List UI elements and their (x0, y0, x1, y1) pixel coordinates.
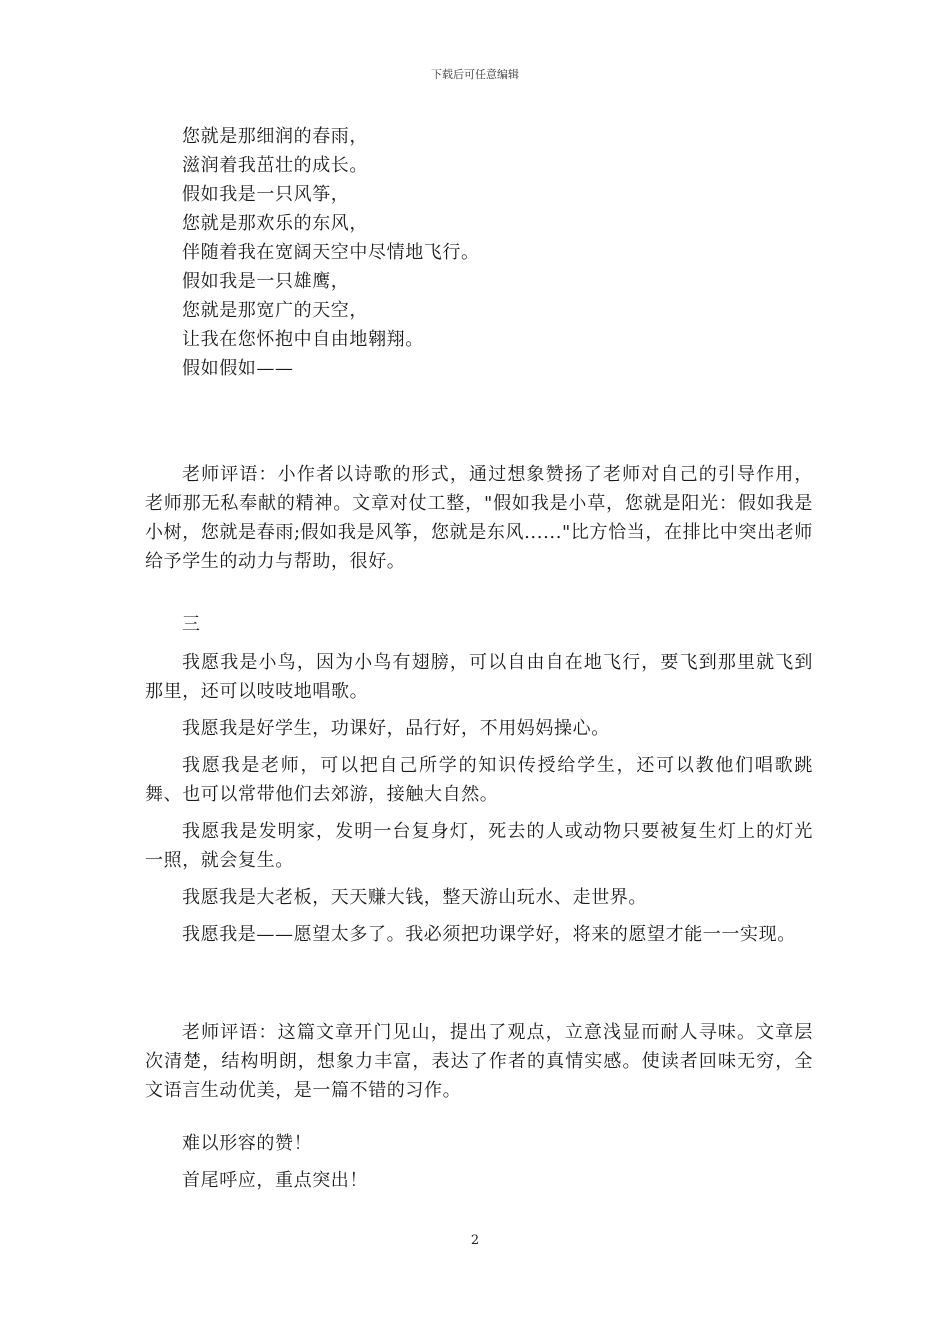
poem-line: 您就是那欢乐的东风， (182, 213, 368, 234)
poem-line: 您就是那宽广的天空， (182, 300, 368, 321)
essay-paragraph: 我愿我是小鸟，因为小鸟有翅膀，可以自由自在地飞行，要飞到那里就飞到那里，还可以吱吱地唱歌。 (145, 652, 813, 702)
poem-line: 您就是那细润的春雨， (182, 126, 368, 147)
closing-block (145, 1129, 813, 1195)
poem-line: 假如假如—— (182, 358, 294, 379)
poem-line: 滋润着我茁壮的成长。 (182, 155, 368, 176)
section-number (145, 610, 813, 639)
poem-block (145, 122, 813, 383)
essay-paragraph: 我愿我是发明家，发明一台复身灯，死去的人或动物只要被复生灯上的灯光一照，就会复生。 (145, 821, 813, 871)
teacher-comment-2: 老师评语：这篇文章开门见山，提出了观点，立意浅显而耐人寻味。文章层次清楚，结构明朗，想象力丰富，表达了作者的真情实感。使读者回味无穷，全文语言生动优美，是一篇不错的习作。 (145, 1022, 813, 1101)
section-heading: 三 (182, 614, 201, 635)
poem-line: 假如我是一只雄鹰， (182, 271, 350, 292)
essay-block (145, 648, 813, 949)
essay-paragraph: 我愿我是好学生，功课好，品行好，不用妈妈操心。 (182, 718, 610, 739)
poem-line: 假如我是一只风筝， (182, 184, 350, 205)
essay-paragraph: 我愿我是大老板，天天赚大钱，整天游山玩水、走世界。 (182, 887, 647, 908)
teacher-comment-1: 老师评语：小作者以诗歌的形式，通过想象赞扬了老师对自己的引导作用，老师那无私奉献的精神。文章对仗工整，"假如我是小草，您就是阳光：假如我是小树，您就是春雨;假如我是风筝，您就是东风......"比方恰当，在排比中突出老师给予学生的动力与帮助，很好。 (145, 464, 813, 572)
page-header: 下载后可任意编辑 (431, 68, 519, 81)
poem-line: 伴随着我在宽阔天空中尽情地飞行。 (182, 242, 480, 263)
essay-paragraph: 我愿我是——愿望太多了。我必须把功课学好，将来的愿望才能一一实现。 (182, 924, 796, 945)
essay-paragraph: 我愿我是老师，可以把自己所学的知识传授给学生，还可以教他们唱歌跳舞、也可以常带他们去郊游，接触大自然。 (145, 755, 813, 805)
page-number: 2 (470, 1233, 480, 1248)
closing-line: 难以形容的赞！ (182, 1133, 313, 1154)
closing-line: 首尾呼应，重点突出！ (182, 1170, 368, 1191)
poem-line: 让我在您怀抱中自由地翱翔。 (182, 329, 424, 350)
